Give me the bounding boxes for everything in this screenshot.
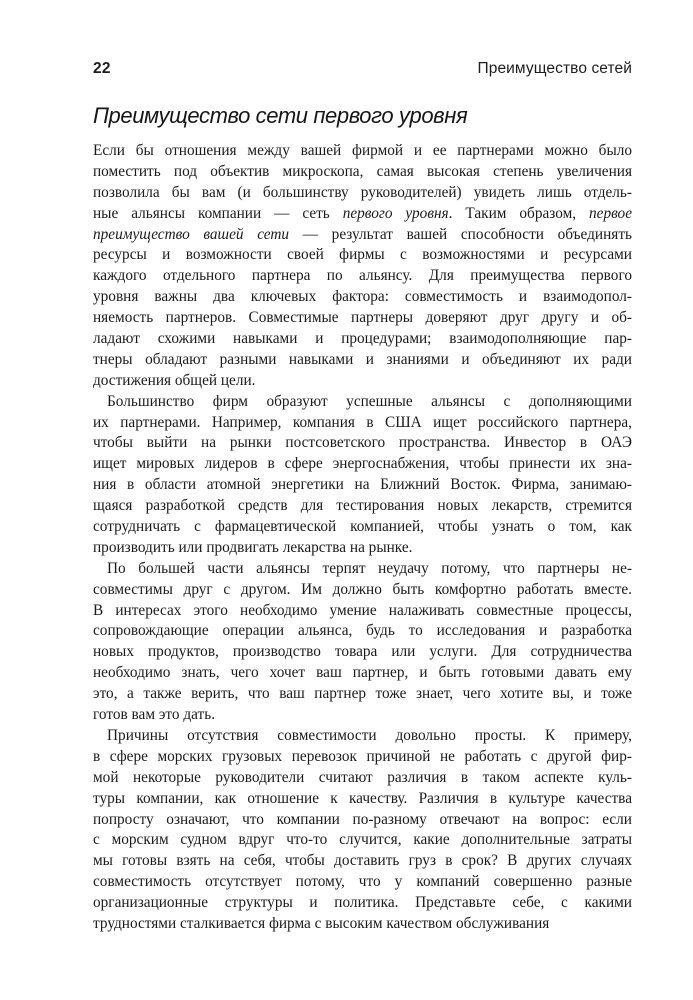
text-line: преимущество вашей сети — результат вашей способности объединять [93, 225, 632, 243]
text-line: уровня важны два ключевых фактора: совместимость и взаимодопол- [93, 288, 632, 306]
text-line: поместить под объектив микроскопа, самая высокая степень увеличения [93, 162, 632, 180]
paragraph [93, 726, 632, 935]
text-line: Если бы отношения между вашей фирмой и ее партнерами можно было [93, 142, 632, 159]
paragraph [93, 559, 632, 726]
text-line: необходимо знать, чего хочет ваш партнер, и быть готовыми давать ему [93, 664, 632, 682]
text-line: мой некоторые руководители считают различия в таком аспекте куль- [93, 768, 632, 786]
text-line: сотрудничать с фармацевтической компанией, чтобы узнать о том, как [93, 518, 632, 536]
page-header [93, 60, 632, 78]
text-line: с морским судном вдруг что-то случится, какие дополнительные затраты [93, 831, 632, 849]
text-line: их партнерами. Например, компания в США ищет российского партнера, [93, 413, 632, 431]
text-line: в сфере морских грузовых перевозок причиной не работать с другой фир- [93, 747, 632, 765]
text-line: достижения общей цели. [93, 371, 256, 389]
text-line: ищет мировых лидеров в сфере энергоснабжения, чтобы принести их зна- [93, 455, 632, 473]
text-line: это, а также верить, что ваш партнер тоже знает, чего хотите вы, и тоже [93, 685, 632, 703]
paragraph [93, 141, 632, 392]
page-number: 22 [93, 60, 111, 77]
text-line: сопровождающие операции альянса, будь то исследования и разработка [93, 622, 632, 640]
text-line: няемость партнеров. Совместимые партнеры доверяют друг другу и об- [93, 309, 632, 327]
body-text [93, 141, 632, 935]
text-line: чтобы выйти на рынки постсоветского пространства. Инвестор в ОАЭ [93, 434, 632, 452]
text-line: Большинство фирм образуют успешные альянсы с дополняющими [107, 392, 632, 410]
text-line: щаяся разработкой средств для тестирования новых лекарств, стремится [93, 497, 632, 515]
text-line: совместимость отсутствует потому, что у компаний совершенно разные [93, 873, 632, 891]
text-line: По большей части альянсы терпят неудачу потому, что партнеры не- [107, 559, 632, 577]
text-line: совместимы друг с другом. Им должно быть комфортно работать вместе. [93, 580, 632, 598]
text-line: тнеры обладают разными навыками и знаниями и объединяют их ради [93, 350, 632, 368]
running-title: Преимущество сетей [477, 60, 632, 77]
text-line: ресурсы и возможности своей фирмы с возможностями и ресурсами [93, 246, 632, 264]
text-line: попросту означают, что компании по-разному отвечают на вопрос: если [93, 810, 632, 828]
text-line: каждого отдельного партнера по альянсу. Для преимущества первого [93, 267, 632, 285]
text-line: В интересах этого необходимо умение налаживать совместные процессы, [93, 601, 632, 619]
text-line: ладают схожими навыками и процедурами; взаимодополняющие пар- [93, 330, 632, 348]
text-line: ния в области атомной энергетики на Ближний Восток. Фирма, занимаю- [93, 476, 632, 494]
text-line: туры компании, как отношение к качеству. Различия в культуре качества [93, 789, 632, 807]
text-line: производить или продвигать лекарства на рынке. [93, 538, 413, 556]
text-line: новых продуктов, производство товара или услуги. Для сотрудничества [93, 643, 632, 661]
section-title: Преимущество сети первого уровня [93, 103, 468, 128]
text-line: ные альянсы компании — сеть первого уровня. Таким образом, первое [93, 204, 632, 222]
text-line: позволила бы вам (и большинству руководителей) увидеть лишь отдель- [93, 183, 632, 201]
text-line: Причины отсутствия совместимости довольно просты. К примеру, [107, 726, 632, 744]
text-line: готов вам это дать. [93, 706, 216, 724]
text-line: мы готовы взять на себя, чтобы доставить груз в срок? В других случаях [93, 852, 632, 870]
text-line: трудностями сталкивается фирма с высоким качеством обслуживания [93, 914, 550, 932]
text-line: организационные структуры и политика. Представьте себе, с какими [93, 894, 632, 912]
paragraph [93, 392, 632, 559]
